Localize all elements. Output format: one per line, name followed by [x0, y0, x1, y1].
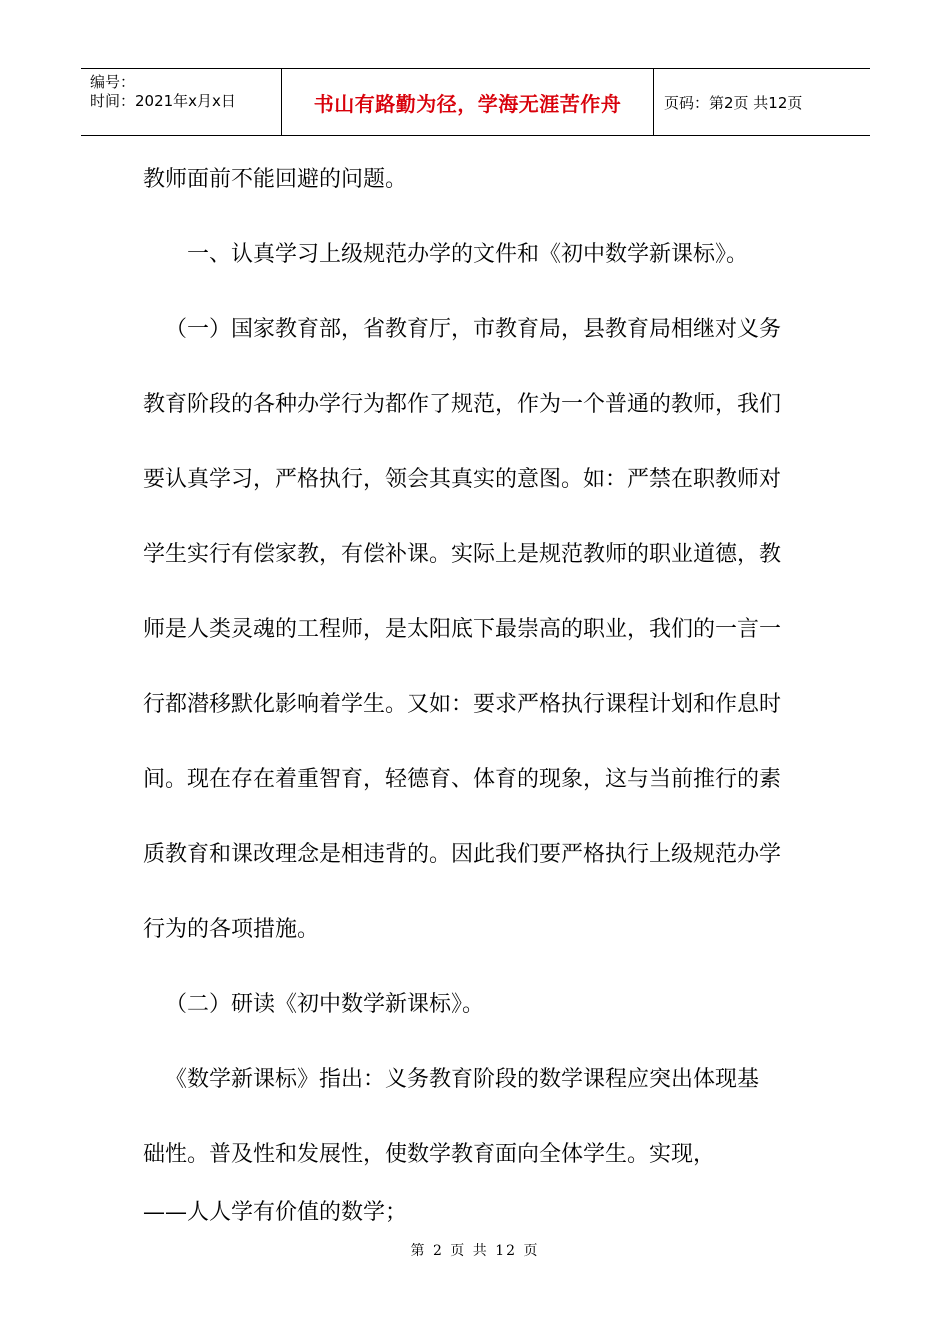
body-line: 行都潜移默化影响着学生。又如：要求严格执行课程计划和作息时 [143, 692, 782, 717]
header-motto-cell [282, 69, 654, 135]
body-line: 师是人类灵魂的工程师，是太阳底下最崇高的职业，我们的一言一 [143, 617, 782, 642]
body-line: 间。现在存在着重智育，轻德育、体育的现象，这与当前推行的素 [143, 767, 782, 792]
number-label: 编号： [90, 73, 136, 91]
page-info-text: 页码：第2页 共12页 [664, 93, 803, 112]
body-line: 质教育和课改理念是相违背的。因此我们要严格执行上级规范办学 [143, 842, 782, 867]
body-line: 教师面前不能回避的问题。 [143, 167, 408, 192]
body-line: 一、认真学习上级规范办学的文件和《初中数学新课标》。 [187, 242, 749, 267]
date-label: 时间：2021年x月x日 [90, 92, 236, 110]
page-footer: 第 2 页 共 12 页 [410, 1243, 540, 1259]
body-line: 要认真学习，严格执行，领会其真实的意图。如：严禁在职教师对 [143, 467, 782, 492]
body-line: （二）研读《初中数学新课标》。 [165, 992, 485, 1017]
body-line: ——人人学有价值的数学； [143, 1200, 408, 1225]
header-page-info [654, 69, 870, 135]
body-line: 础性。普及性和发展性，使数学教育面向全体学生。实现， [143, 1142, 716, 1167]
document-header [81, 68, 870, 136]
header-meta [81, 69, 282, 135]
body-line: 教育阶段的各种办学行为都作了规范，作为一个普通的教师，我们 [143, 392, 782, 417]
body-line: （一）国家教育部，省教育厅，市教育局，县教育局相继对义务 [165, 317, 782, 342]
body-line: 《数学新课标》指出：义务教育阶段的数学课程应突出体现基 [165, 1067, 760, 1092]
body-line: 学生实行有偿家教，有偿补课。实际上是规范教师的职业道德，教 [143, 542, 782, 567]
body-line: 行为的各项措施。 [143, 917, 320, 942]
motto-text: 书山有路勤为径，学海无涯苦作舟 [313, 91, 622, 116]
